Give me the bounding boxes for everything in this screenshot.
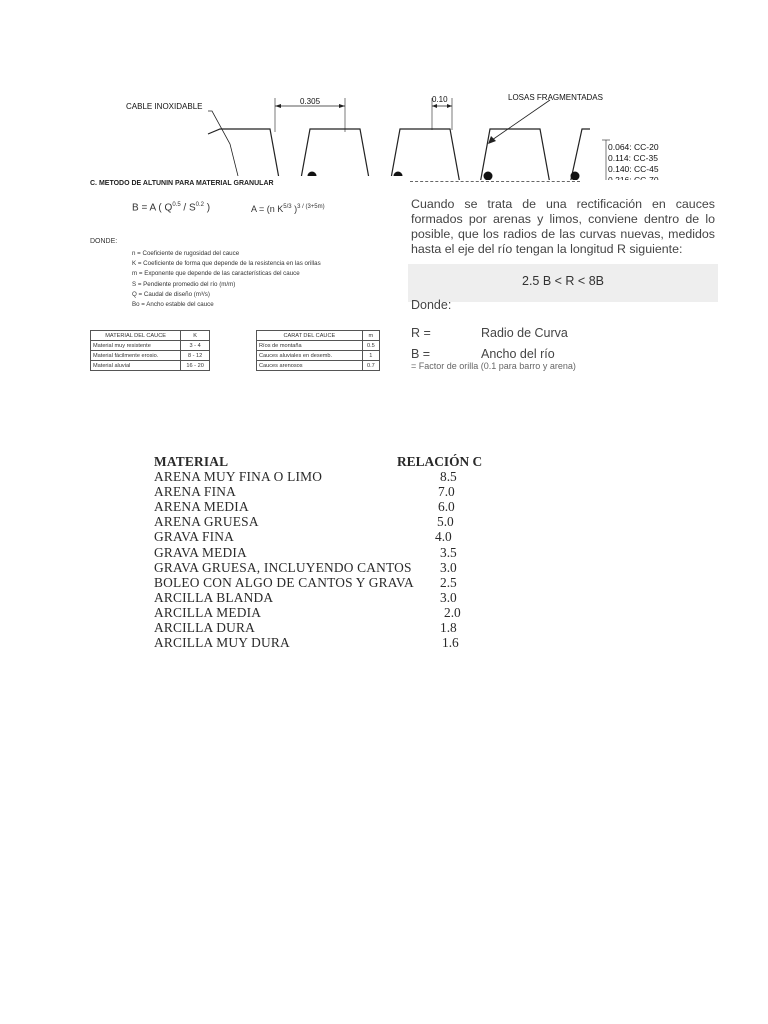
- definition-item: n = Coeficiente de rugosidad del cauce: [132, 250, 240, 257]
- header-relacion-c: RELACIÓN C: [397, 454, 483, 469]
- dashed-line: [410, 181, 580, 182]
- variable-definitions: [132, 249, 321, 310]
- table-row: Cauces arenosos 0.7: [257, 361, 380, 371]
- table-row: Cauces aluviales en desemb. 1: [257, 351, 380, 361]
- m-table: [256, 330, 380, 371]
- dimension-010: 0.10: [432, 95, 448, 104]
- table-row: ARENA GRUESA 5.0: [154, 514, 454, 530]
- cable-label: CABLE INOXIDABLE: [126, 102, 203, 111]
- radius-inequality: 2.5 B < R < 8B: [522, 274, 604, 288]
- table-row: Material aluvial 16 - 20: [91, 361, 210, 371]
- table-row: ARENA MEDIA 6.0: [154, 499, 455, 515]
- table-row: Ríos de montaña 0.5: [257, 341, 380, 351]
- dimension-0305: 0.305: [300, 97, 321, 106]
- table-row: ARENA FINA 7.0: [154, 484, 455, 500]
- table-row: GRAVA FINA 4.0: [154, 529, 452, 545]
- grade-line: 0.114: CC-35: [608, 153, 658, 163]
- donde-label: Donde:: [411, 298, 452, 312]
- relacion-c-table: [154, 454, 504, 650]
- grade-line: 0.064: CC-20: [608, 142, 659, 152]
- definition-item: Q = Caudal de diseño (m³/s): [132, 290, 210, 298]
- definition-item: Bo = Ancho estable del cauce: [132, 301, 214, 309]
- cable-leader: [208, 111, 238, 176]
- table-header-row: [154, 454, 504, 469]
- formula-b: B = A ( $Q^{0.5} / S^{0.2}$ ): [132, 202, 211, 214]
- table-row: ARCILLA MEDIA 2.0: [154, 604, 461, 620]
- rectification-paragraph: Cuando se trata de una rectificación en cauces formados por arenas y limos, conviene dentro de lo posible, que los radios de las curvas nuevas, medidos hasta el eje del río tengan la longitud R siguiente:: [411, 197, 715, 256]
- losas-label: LOSAS FRAGMENTADAS: [508, 93, 603, 102]
- formula-a: A = (n $K^{5/3}$ )$^{3 / (3+5m)}$: [251, 204, 325, 214]
- definition-item: m = Exponente que depende de las características del cauce: [132, 270, 300, 278]
- rectification-panel: [408, 180, 718, 376]
- definition-item: S = Pendiente promedio del río (m/m): [132, 280, 236, 288]
- table-row: ARCILLA MUY DURA 1.6: [154, 635, 459, 651]
- definition-item: K = Coeficiente de forma que depende de la resistencia en las orillas: [132, 260, 321, 268]
- table-row: Material muy resistente 3 - 4: [91, 341, 210, 351]
- table-row: BOLEO CON ALGO DE CANTOS Y GRAVA 2.5: [154, 574, 457, 590]
- table-row: GRAVA GRUESA, INCLUYENDO CANTOS 3.0: [154, 559, 457, 575]
- altunin-title: C. METODO DE ALTUNIN PARA MATERIAL GRANULAR: [90, 180, 274, 187]
- table-row: ARCILLA BLANDA 3.0: [154, 589, 457, 605]
- table-row: ARENA MUY FINA O LIMO 8.5: [154, 469, 457, 485]
- definition-r: R = Radio de Curva: [411, 326, 568, 340]
- table-row: GRAVA MEDIA 3.5: [154, 544, 457, 560]
- altunin-method-panel: [86, 176, 414, 376]
- table-header-row: CARAT DEL CAUCE m: [257, 331, 380, 341]
- cut-off-text: = Factor de orilla (0.1 para barro y arena): [411, 361, 576, 371]
- k-table: [90, 330, 210, 371]
- header-material: MATERIAL: [154, 454, 229, 469]
- definition-b: B = Ancho del río: [411, 347, 555, 361]
- grade-line: 0.140: CC-45: [608, 164, 659, 174]
- donde-label: DONDE:: [90, 238, 118, 245]
- table-row: ARCILLA DURA 1.8: [154, 620, 457, 636]
- table-header-row: MATERIAL DEL CAUCE K: [91, 331, 210, 341]
- table-row: Material fácilmente erosio. 8 - 12: [91, 351, 210, 361]
